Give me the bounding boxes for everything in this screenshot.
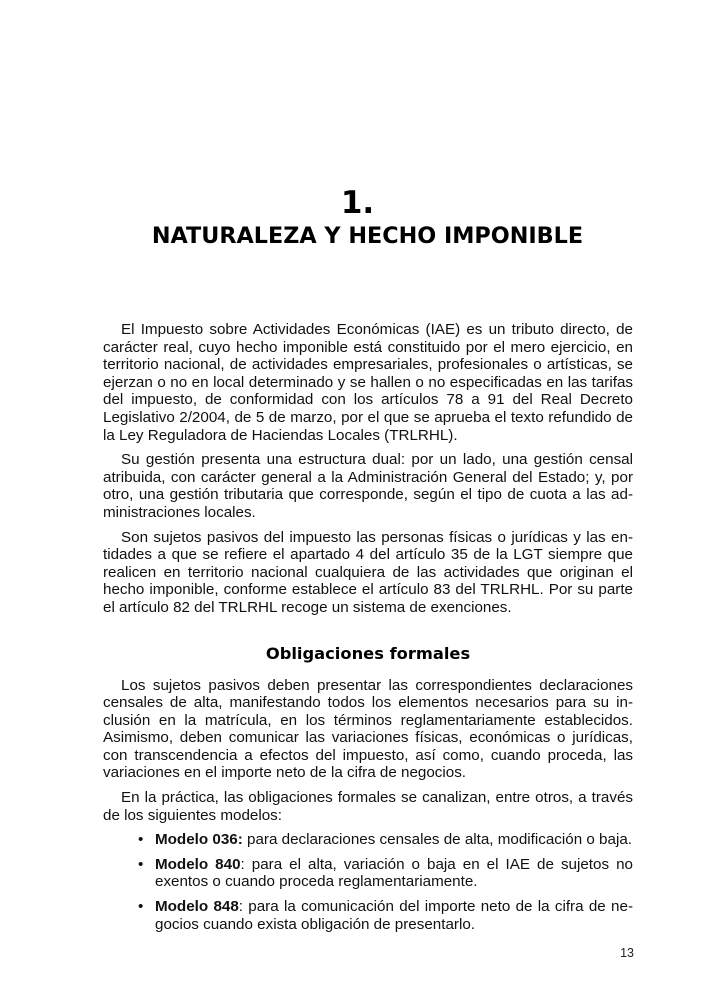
model-description: : para la comunicación del importe neto de la cifra de negocios cuando exista obligación de presentarlo. bbox=[155, 898, 633, 933]
paragraph: Los sujetos pasivos deben presentar las correspondientes declaraciones censales de alta, manifestando todos los elementos necesarios para su inclusión en la matrícula, en los términos reglamentariamente establecidos. Asimismo, deben comunicar las variaciones físicas, económicas o jurídicas, con transcendencia a efectos del impuesto, así como, cuando proceda, las variaciones en el importe neto de la cifra de negocios. bbox=[103, 676, 633, 782]
model-description: para declaraciones censales de alta, modificación o baja. bbox=[242, 831, 632, 849]
model-name: Modelo 036: bbox=[155, 831, 243, 849]
model-name: Modelo 848 bbox=[155, 898, 239, 916]
models-list bbox=[103, 831, 633, 933]
bullet-icon: • bbox=[138, 898, 144, 916]
page-number: 13 bbox=[620, 946, 634, 960]
model-name: Modelo 840 bbox=[155, 855, 241, 873]
chapter-title: NATURALEZA Y HECHO IMPONIBLE bbox=[151, 223, 584, 249]
model-description: : para el alta, variación o baja en el IAE de sujetos no exentos o cuando proceda reglamentariamente. bbox=[155, 855, 633, 891]
bullet-icon: • bbox=[138, 855, 144, 873]
bullet-icon: • bbox=[138, 831, 144, 849]
paragraph: Son sujetos pasivos del impuesto las personas físicas o jurídicas y las entidades a que se refiere el apartado 4 del artículo 35 de la LGT siempre que realicen en territorio nacional cualquiera de las actividades que originan el hecho imponible, conforme establece el artículo 83 del TRLRHL. Por su parte el artículo 82 del TRLRHL recoge un sistema de exenciones. bbox=[103, 528, 633, 616]
list-item bbox=[138, 898, 633, 933]
list-item bbox=[138, 856, 633, 891]
chapter-number: 1. bbox=[340, 185, 375, 221]
paragraph: Su gestión presenta una estructura dual: por un lado, una gestión censal atribuida, con carácter general a la Administración General del Estado; y, por otro, una gestión tributaria que corresponde, según el tipo de cuota a las administraciones locales. bbox=[103, 451, 633, 521]
paragraph: El Impuesto sobre Actividades Económicas (IAE) es un tributo directo, de carácter real, cuyo hecho imponible está constituido por el mero ejercicio, en territorio nacional, de actividades empresariales, profesionales o artísticas, se ejerzan o no en local determinado y se hallen o no especificadas en las tarifas del impuesto, de conformidad con los artículos 78 a 91 del Real Decreto Legislativo 2/2004, de 5 de marzo, por el que se aprueba el texto refundido de la Ley Reguladora de Haciendas Locales (TRLRHL). bbox=[103, 321, 633, 444]
section-heading: Obligaciones formales bbox=[265, 643, 471, 663]
list-item bbox=[138, 831, 633, 849]
body-text bbox=[103, 321, 633, 940]
paragraph: En la práctica, las obligaciones formales se canalizan, entre otros, a través de los siguientes modelos: bbox=[103, 789, 633, 824]
